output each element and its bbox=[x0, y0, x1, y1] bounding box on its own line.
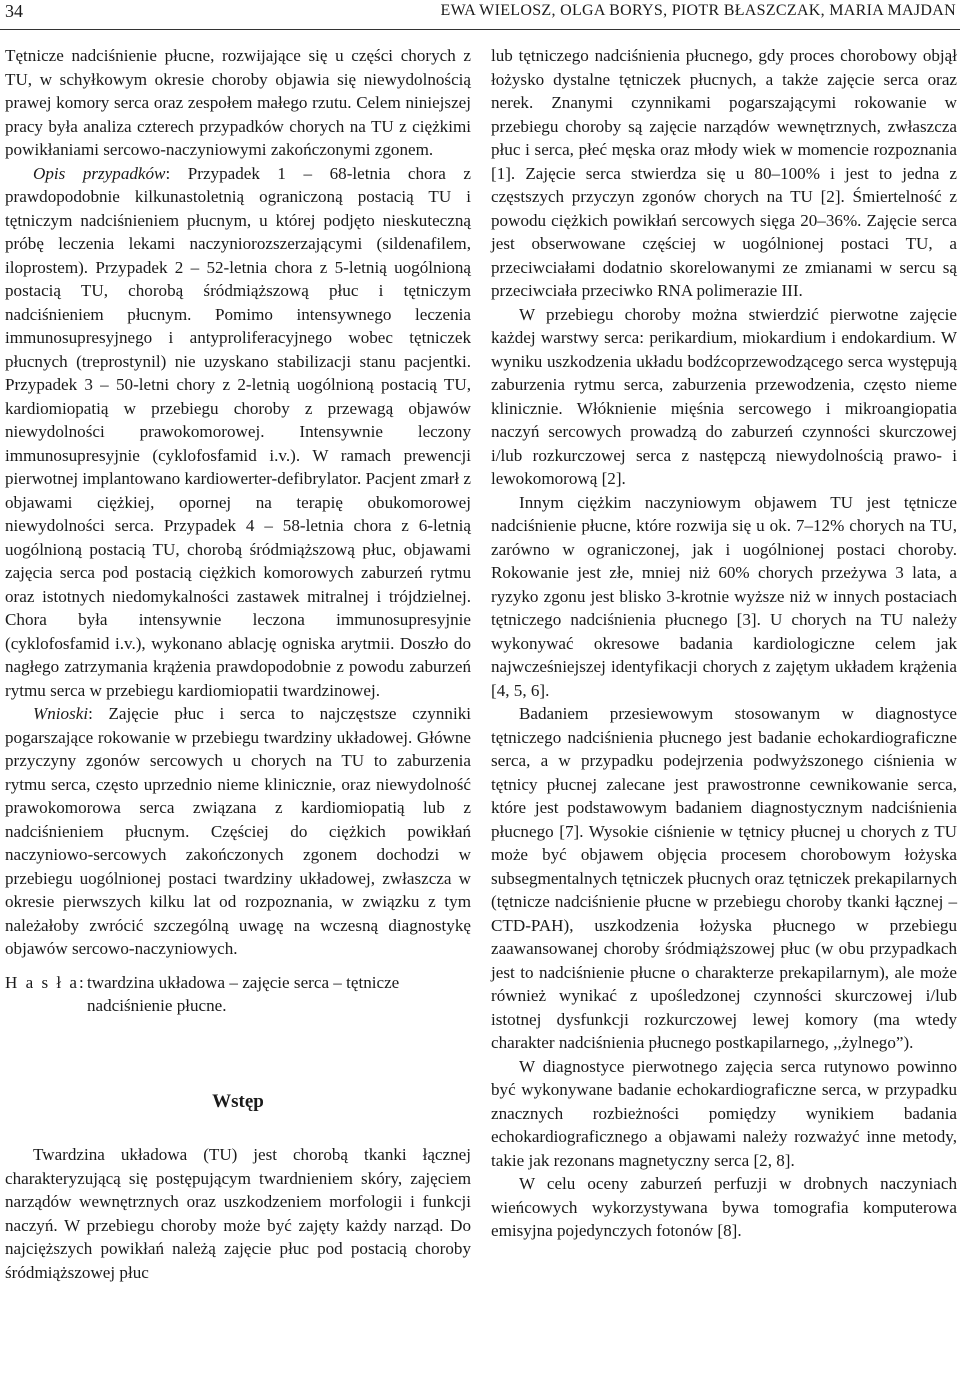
intro-paragraph: Twardzina układowa (TU) jest chorobą tkanki łącznej charakteryzującą się postępującym twardnieniem skóry, zajęciem narządów wewnętrznych oraz uszkodzeniem morfologii i funkcji naczyń. W przebiegu choroby może być zajęty każdy narząd. Do najcięższych powikłań należą zajęcie płuc pod postacią choroby śródmiąższowej płuc bbox=[5, 1145, 471, 1282]
abstract-conclusions bbox=[5, 702, 471, 961]
cases-text: : Przypadek 1 – 68-letnia chora z prawdopodobnie kilkunastoletnią ograniczoną postacią TU i tętniczym nadciśnieniem płucnym, u której podjęto nieskuteczną próbę leczenia lekami naczyniorozszerzającymi (sildenafilem, iloprostem). Przypadek 2 – 52-letnia chora z 5-letnią uogólnioną postacią TU, chorobą śródmiąższową płuc i tętniczym nadciśnieniem płucnym. Pomimo intensywnego leczenia immunosupresyjnego i antyproliferacyjnego wobec tętniczek płucnych (treprostynil) nie uzyskano stabilizacji stanu pacjentki. Przypadek 3 – 50-letni chory z 2-letnią uogólnioną postacią TU, kardiomiopatią w przebiegu choroby z przewagą objawów niewydolności prawokomorowej. Intensywnie leczony immunosupresyjnie (cyklofosfamid i.v.). W ramach prewencji pierwotnej implantowano kardiowerter-defibrylator. Pacjent zmarł z objawami ciężkiej, opornej na terapię obukomorowej niewydolności serca. Przypadek 4 – 58-letnia chora z 6-letnią uogólnioną postacią TU, chorobą śródmiąższową płuc, objawami zajęcia serca pod postacią ciężkich komorowych zaburzeń rytmu oraz istotnych niedomykalności zastawek mitralnej i trójdzielnej. Chora była intensywnie leczona immunosupresyjnie (cyklofosfamid i.v.), wykonano ablację ogniska arytmii. Doszło do nagłego zatrzymania krążenia prawdopodobnie z powodu zaburzeń rytmu serca w przebiegu kardiomiopatii twardzinowej. bbox=[5, 163, 471, 700]
header-rule bbox=[0, 29, 960, 30]
body-paragraph: W celu oceny zaburzeń perfuzji w drobnych naczyniach wieńcowych wykorzystywana bywa tomografia komputerowa emisyjna pojedynczych fotonów [8]. bbox=[491, 1174, 957, 1240]
keywords-text: twardzina układowa – zajęcie serca – tętnicze nadciśnienie płucne. bbox=[87, 972, 400, 1015]
abstract-cases bbox=[5, 162, 471, 703]
body-paragraph-continued: lub tętniczego nadciśnienia płucnego, gdy proces chorobowy objął łożysko dystalne tętniczek płucnych, a także zajęcie serca oraz nerek. Znanymi czynnikami pogarszającymi rokowanie w przebiegu choroby są zajęcie narządów wewnętrznych, zwłaszcza płuc i serca, płeć męska oraz młody wiek w momencie rozpoznania [1]. Zajęcie serca stwierdza się u 80–100% i jest to jedna z częstszych przyczyn zgonów chorych na TU [2]. Śmiertelność z powodu ciężkich powikłań sercowych sięga 20–36%. Zajęcie serca jest obserwowane częściej w uogólnionej postaci TU, a przeciwciałami dodatnio skorelowanymi ze zmianami w sercu są przeciwciała przeciwko RNA polimerazie III. bbox=[491, 46, 957, 300]
body-paragraph: W przebiegu choroby można stwierdzić pierwotne zajęcie każdej warstwy serca: perikardium, miokardium i endokardium. W wyniku uszkodzenia układu bodźcoprzewodzącego serca występują zaburzenia rytmu serca, zaburzenia przewodzenia, często nieme klinicznie. Włóknienie mięśnia sercowego i mikroangiopatia naczyń sercowych prowadzą do zaburzeń czynności skurczowej i/lub rozkurczowej serca z następczą niewydolnością prawo- i lewokomorową [2]. bbox=[491, 304, 957, 488]
page-header bbox=[0, 0, 960, 30]
body-paragraph: W diagnostyce pierwotnego zajęcia serca rutynowo powinno być wykonywane badanie echokardiograficzne serca, w przypadku znacznych rozbieżności pomiędzy wynikiem badania echokardiograficznego a objawami należy rozważyć inne metody, takie jak rezonans magnetyczny serca [2, 8]. bbox=[491, 1056, 957, 1170]
body-paragraph: Badaniem przesiewowym stosowanym w diagnostyce tętniczego nadciśnienia płucnego jest badanie echokardiograficzne serca, a w przypadku podejrzenia podwyższonego ciśnienia w tętnicy płucnej zalecane jest prawostronne cewnikowanie serca, które jest podstawowym badaniem diagnostycznym nadciśnienia płucnego [7]. Wysokie ciśnienie w tętnicy płucnej u chorych z TU może być objawem objęcia procesem chorobowym łożyska subsegmentalnych tętniczek płucnych oraz tętniczek prekapilarnych (tętnicze nadciśnienie płucne w przebiegu choroby tkanki łącznej – CTD-PAH), uszkodzenia łożyska płucnego w przebiegu zaawansowanej choroby śródmiąższowej płuc (w obu przypadkach jest to nadciśnienie płucne o charakterze prekapilarnym), ale może również wynikać z upośledzonej czynności skurczowej i/lub istotnej dysfunkcji rozkurczowej lewej komory (ma wtedy charakter nadciśnienia płucnego postkapilarnego, ,,żylnego”). bbox=[491, 704, 957, 1052]
cases-label: Opis przypadków bbox=[33, 163, 166, 183]
abstract-intro: Tętnicze nadciśnienie płucne, rozwijające się u części chorych z TU, w schyłkowym okresie choroby objawia się niewydolnością prawej komory serca oraz zespołem małego rzutu. Celem niniejszej pracy była analiza czterech przypadków chorych na TU z ciężkimi powikłaniami sercowo-naczyniowymi zakończonymi zgonem. bbox=[5, 46, 471, 159]
conclusions-text: : Zajęcie płuc i serca to najczęstsze czynniki pogarszające rokowanie w przebiegu twardziny układowej. Główne przyczyny zgonów sercowych u chorych na TU to zaburzenia rytmu serca, często uprzednio nieme klinicznie, oraz niewydolność prawokomorowa serca związana z kardiomiopatią lub z nadciśnieniem płucnym. Częściej do ciężkich powikłań naczyniowo-sercowych zakończonych zgonem dochodzi w przebiegu uogólnionej postaci twardziny układowej, zwłaszcza w okresie pierwszych kilku lat od rozpoznania, w związku z tym należałoby zwrócić szczególną uwagę na wczesną diagnostykę objawów sercowo-naczyniowych. bbox=[5, 704, 471, 958]
body-paragraph: Innym ciężkim naczyniowym objawem TU jest tętnicze nadciśnienie płucne, które rozwija się u ok. 7–12% chorych na TU, zarówno w ograniczonej, jak i uogólnionej postaci choroby. Rokowanie jest złe, mniej niż 60% chorych przeżywa 3 lata, a ryzyko zgonu jest blisko 3-krotnie wyższe niż w innych postaciach tętniczego nadciśnienia płucnego [3]. U chorych na TU należy wykonywać okresowe badania kardiologiczne celem jak najwcześniejszej identyfikacji chorych z zajętym układem krążenia [4, 5, 6]. bbox=[491, 492, 957, 700]
page-number: 34 bbox=[5, 1, 23, 21]
keywords-label: H a s ł a: bbox=[5, 972, 86, 992]
conclusions-label: Wnioski bbox=[33, 704, 89, 723]
abstract bbox=[5, 44, 471, 961]
section-title-intro: Wstęp bbox=[212, 1090, 264, 1112]
keywords bbox=[5, 971, 471, 1018]
running-head-authors: EWA WIELOSZ, OLGA BORYS, PIOTR BŁASZCZAK, MARIA MAJDAN bbox=[440, 2, 956, 19]
left-column bbox=[5, 44, 471, 1284]
right-column bbox=[491, 44, 957, 1243]
